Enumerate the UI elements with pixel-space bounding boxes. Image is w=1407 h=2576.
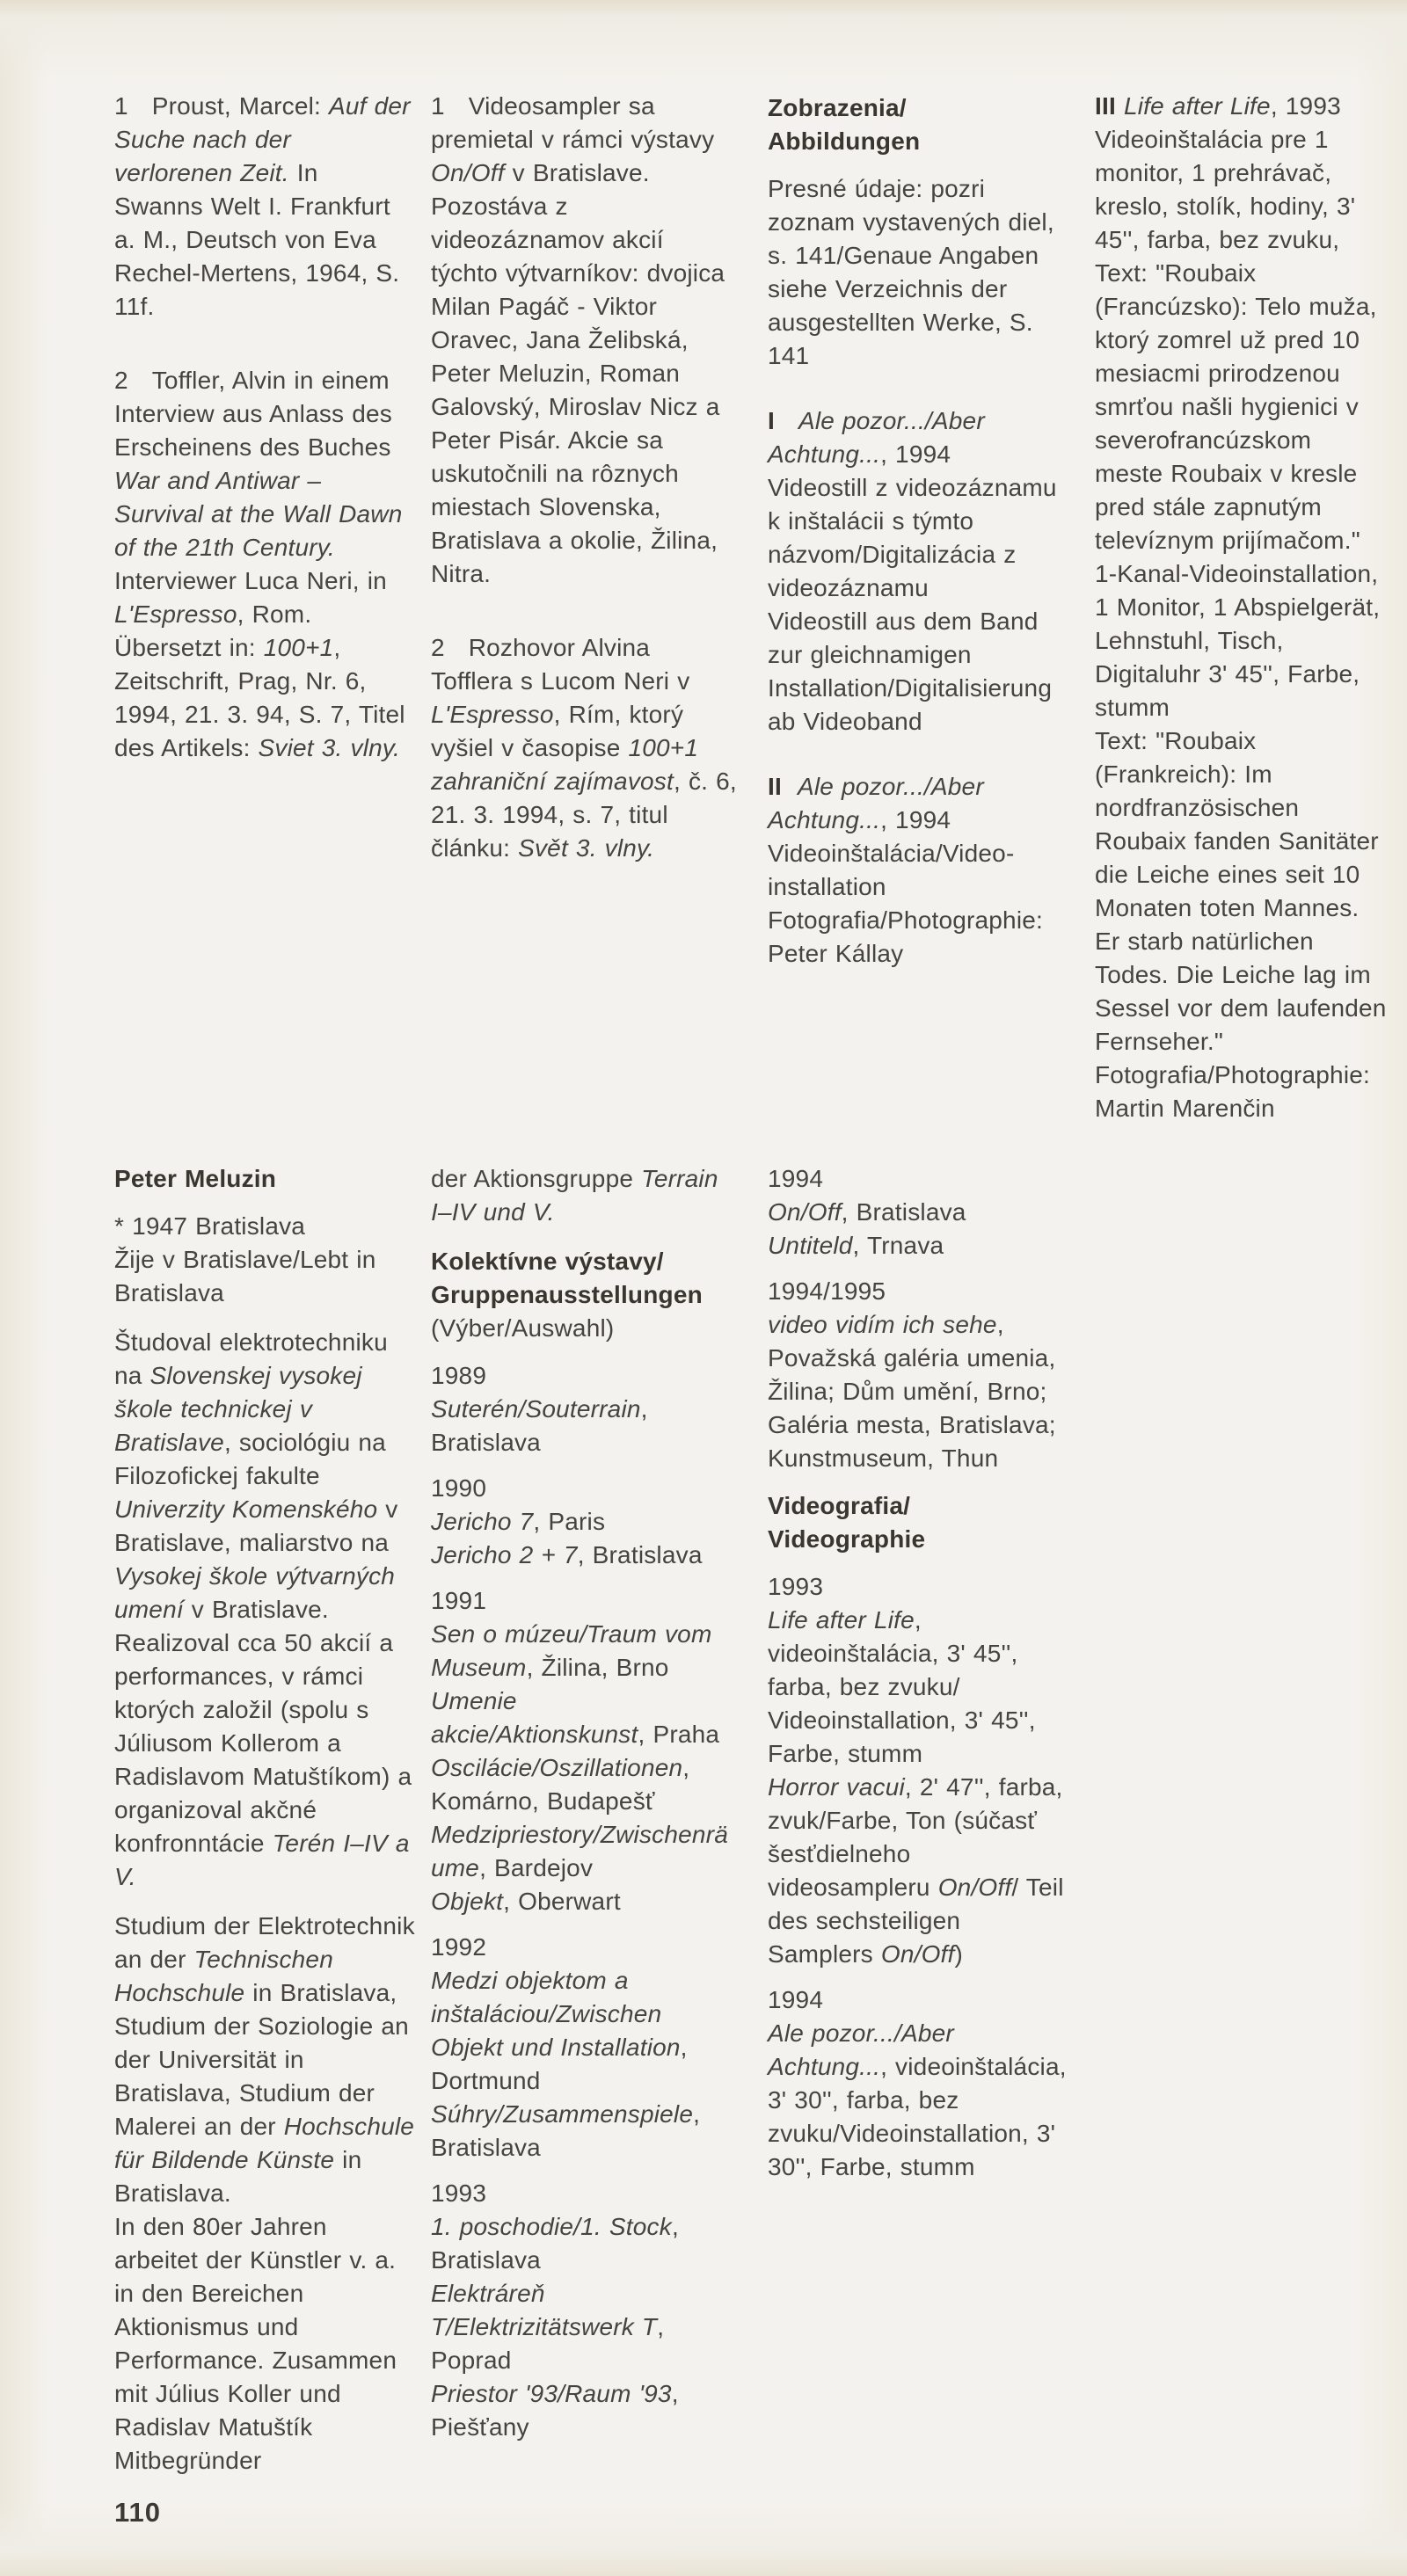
footnotes-slovak-column xyxy=(431,90,737,906)
figure-i xyxy=(768,404,1065,739)
italic-text-run: 100+1 xyxy=(263,634,334,661)
italic-text-run: Slovenskej vysokej škole technickej v Bratislave xyxy=(114,1362,362,1456)
text-run: Videosampler sa premietal v rámci výstavy xyxy=(431,92,715,153)
text-run: 1993 xyxy=(768,1573,824,1600)
italic-text-run: Sen o múzeu/Traum vom Museum xyxy=(431,1620,712,1681)
italic-text-run: Medzipriestory/Zwischenräume xyxy=(431,1821,728,1881)
text-run: Studium der Elektrotechnik an der xyxy=(114,1912,415,1973)
italic-text-run: Oscilácie/Oszillationen xyxy=(431,1754,683,1781)
text-run xyxy=(1116,92,1124,120)
text-run: , Bratislava xyxy=(577,1541,703,1568)
text-run: , videoinštalácia, 3' 30'', farba, bez zvuku/Videoinstallation, 3' 30'', Farbe, stumm xyxy=(768,2053,1067,2180)
text-run: Žije v Bratislave/Lebt in Bratislava xyxy=(114,1246,376,1306)
text-run: , Oberwart xyxy=(503,1888,621,1915)
text-run: 2 xyxy=(431,634,469,661)
bold-text-run: II xyxy=(768,773,782,800)
italic-text-run: Terrain I–IV und V. xyxy=(431,1165,718,1226)
text-run: 1989 xyxy=(431,1362,487,1389)
videography-1993 xyxy=(768,1570,1068,1971)
text-run: Videoinštalácia pre 1 monitor, 1 prehrávač, kreslo, stolík, hodiny, 3' 45'', farba, bez zvuku, Text: "Roubaix (Francúzsko): Telo muža, ktorý zomrel už pred 10 mesiacmi prirodzenou smrťou našli hygienici v severofrancúzskom meste Roubaix v kresle pred stále zapnutým televíznym prijímačom." xyxy=(1095,126,1377,554)
text-run: Interviewer Luca Neri, in xyxy=(114,567,387,594)
text-run: , 1994 xyxy=(880,806,951,833)
text-run: v Bratislave. xyxy=(183,1596,329,1623)
text-run: Videostill aus dem Band zur gleichnamigen Installation/Digitalisierung ab Videoband xyxy=(768,608,1053,735)
text-run: , Rom. Übersetzt in: xyxy=(114,600,312,661)
italic-text-run: On/Off xyxy=(768,1198,842,1226)
bold-text-run: Videographie xyxy=(768,1525,926,1553)
italic-text-run: 100+1 zahraniční zajímavost xyxy=(431,734,699,795)
footnote-2-slovak xyxy=(431,631,737,865)
italic-text-run: On/Off xyxy=(880,1940,955,1968)
text-run: 1 xyxy=(114,92,152,120)
bold-text-run: Kolektívne výstavy/ xyxy=(431,1248,664,1275)
text-run: 1994 xyxy=(768,1986,824,2013)
text-run: v Bratislave. Pozostáva z videozáznamov akcií týchto výtvarníkov: dvojica Milan Pagáč - Viktor Oravec, Jana Želibská, Peter Meluzin, Roman Galovský, Miroslav Nicz a Peter Pisár. Akcie sa uskutočnili na rôznych miestach Slovenska, Bratislava a okolie, Žilina, Nitra. xyxy=(431,159,725,587)
text-run: , Bratislava xyxy=(431,1395,648,1456)
italic-text-run: Elektráreň T/Elektrizitätswerk T xyxy=(431,2280,658,2340)
italic-text-run: Terén I–IV a V. xyxy=(114,1830,410,1890)
text-run: Videostill z videozáznamu k inštalácii s týmto názvom/Digitalizácia z videozáznamu xyxy=(768,474,1057,601)
page-number: 110 xyxy=(114,2497,162,2528)
italic-text-run: On/Off xyxy=(937,1874,1012,1901)
text-run: , Paris xyxy=(533,1508,606,1535)
text-run: , sociológiu na Filozofickej fakulte xyxy=(114,1429,386,1489)
italic-text-run: War and Antiwar – Survival at the Wall Dawn of the 21th Century. xyxy=(114,467,403,561)
text-run: , Praha xyxy=(638,1721,720,1748)
italic-text-run: Ale pozor.../Aber Achtung... xyxy=(768,773,984,833)
text-run: Presné údaje: pozri zoznam vystavených diel, s. 141/Genaue Angaben siehe Verzeichnis der ausgestellten Werke, S. 141 xyxy=(768,175,1054,369)
figure-iii-column xyxy=(1095,90,1387,1157)
videography-1994 xyxy=(768,1983,1068,2184)
footnotes-german-column xyxy=(114,90,412,805)
text-run: v Bratislave, maliarstvo na xyxy=(114,1495,398,1556)
text-run: 1992 xyxy=(431,1933,487,1961)
bold-text-run: Abbildungen xyxy=(768,127,921,155)
text-run: , Poprad xyxy=(431,2313,665,2374)
italic-text-run: Univerzity Komenského xyxy=(114,1495,378,1523)
text-run: Rozhovor Alvina Tofflera s Lucom Neri v xyxy=(431,634,690,695)
text-run: / Teil des sechsteiligen Samplers xyxy=(768,1874,1064,1968)
exhibitions-1989 xyxy=(431,1359,737,1459)
italic-text-run: video vidím ich sehe xyxy=(768,1311,997,1338)
bio-german xyxy=(114,1910,415,2478)
text-run xyxy=(782,773,798,800)
italic-text-run: Hochschule für Bildende Künste xyxy=(114,2113,415,2173)
italic-text-run: Auf der Suche nach der verlorenen Zeit. xyxy=(114,92,411,186)
text-run: 1994 xyxy=(768,1165,824,1192)
bold-text-run: III xyxy=(1095,92,1116,120)
text-run: Študoval elektrotechniku na xyxy=(114,1328,388,1389)
artist-bio-column xyxy=(114,1162,415,2493)
text-run xyxy=(775,407,798,434)
videography-heading xyxy=(768,1489,1068,1556)
text-run: 1994/1995 xyxy=(768,1277,886,1305)
italic-text-run: Vysokej škole výtvarných umení xyxy=(114,1562,396,1623)
italic-text-run: Jericho 7 xyxy=(431,1508,534,1535)
figure-ii xyxy=(768,770,1065,971)
group-exhibitions-column xyxy=(431,1162,737,2456)
figures-list-column xyxy=(768,91,1065,1002)
footnote-1-slovak xyxy=(431,90,737,591)
footnote-1-german xyxy=(114,90,412,324)
exhibitions-1991 xyxy=(431,1584,737,1918)
text-run: , 1994 xyxy=(880,440,951,468)
text-run: (Výber/Auswahl) xyxy=(431,1314,615,1342)
italic-text-run: L'Espresso xyxy=(114,600,237,628)
italic-text-run: Objekt xyxy=(431,1888,504,1915)
text-run: , Zeitschrift, Prag, Nr. 6, 1994, 21. 3. 94, S. 7, Titel des Artikels: xyxy=(114,634,405,761)
bold-text-run: I xyxy=(768,407,775,434)
bio-birth xyxy=(114,1210,415,1310)
bold-text-run: Zobrazenia/ xyxy=(768,94,907,121)
text-run: 1993 xyxy=(431,2179,487,2207)
italic-text-run: On/Off xyxy=(431,159,505,186)
italic-text-run: Life after Life xyxy=(1123,92,1271,120)
italic-text-run: Ale pozor.../Aber Achtung... xyxy=(768,407,985,468)
italic-text-run: Ale pozor.../Aber Achtung... xyxy=(768,2019,954,2080)
text-run: 1990 xyxy=(431,1474,487,1502)
figures-heading xyxy=(768,91,1065,158)
text-run: in Bratislava. xyxy=(114,2146,362,2207)
italic-text-run: Priestor '93/Raum '93 xyxy=(431,2380,672,2407)
italic-text-run: Svět 3. vlny. xyxy=(518,834,655,862)
bio-continuation xyxy=(431,1162,737,1229)
italic-text-run: 1. poschodie/1. Stock xyxy=(431,2213,672,2240)
text-run: , Rím, ktorý vyšiel v časopise xyxy=(431,701,684,761)
text-run: Realizoval cca 50 akcií a performances, v rámci ktorých založil (spolu s Júliusom Kollerom a Radislavom Matuštíkom) a organizoval akčné konfronntácie xyxy=(114,1629,412,1857)
text-run: ) xyxy=(954,1940,964,1968)
text-run: , 1993 xyxy=(1270,92,1341,120)
text-run: 1-Kanal-Videoinstallation, 1 Monitor, 1 Abspielgerät, Lehnstuhl, Tisch, Digitaluhr 3' 45'', Farbe, stumm xyxy=(1095,560,1381,721)
text-run: In Swanns Welt I. Frankfurt a. M., Deutsch von Eva Rechel-Mertens, 1964, S. 11f. xyxy=(114,159,400,320)
italic-text-run: Life after Life xyxy=(768,1606,915,1634)
text-run: , Považská galéria umenia, Žilina; Dům umění, Brno; Galéria mesta, Bratislava; Kunstmuseum, Thun xyxy=(768,1311,1056,1472)
italic-text-run: Jericho 2 + 7 xyxy=(431,1541,578,1568)
footnote-2-german xyxy=(114,364,412,765)
text-run: Text: "Roubaix (Frankreich): Im nordfranzösischen Roubaix fanden Sanitäter die Leiche eines seit 10 Monaten toten Mannes. Er starb natürlichen Todes. Die Leiche lag im Sessel vor dem laufenden Fernseher." xyxy=(1095,727,1387,1055)
text-run: , Bratislava xyxy=(431,2213,679,2274)
text-run: , Žilina, Brno xyxy=(526,1654,669,1681)
italic-text-run: Umenie akcie/Aktionskunst xyxy=(431,1687,638,1748)
italic-text-run: Suterén/Souterrain xyxy=(431,1395,641,1423)
text-run: in Bratislava, Studium der Soziologie an der Universität in Bratislava, Studium der Malerei an der xyxy=(114,1979,409,2140)
group-exhibitions-heading xyxy=(431,1245,737,1345)
exhibitions-1993 xyxy=(431,2177,737,2444)
text-run: , videoinštalácia, 3' 45'', farba, bez zvuku/ Videoinstallation, 3' 45'', Farbe, stumm xyxy=(768,1606,1036,1767)
text-run: Fotografia/Photographie: Martin Marenčin xyxy=(1095,1061,1371,1122)
text-run: , Bratislava xyxy=(841,1198,966,1226)
bold-text-run: Peter Meluzin xyxy=(114,1165,277,1192)
italic-text-run: Untiteld xyxy=(768,1232,853,1259)
text-run: , 2' 47'', farba, zvuk/Farbe, Ton (súčasť šesťdielneho videosampleru xyxy=(768,1773,1063,1901)
text-run: Toffler, Alvin in einem Interview aus Anlass des Erscheinens des Buches xyxy=(114,367,392,461)
artist-name-heading xyxy=(114,1162,415,1196)
text-run: * 1947 Bratislava xyxy=(114,1212,306,1240)
text-run: , Bardejov xyxy=(479,1854,594,1881)
exhibitions-1994 xyxy=(768,1162,1068,1263)
italic-text-run: Horror vacui xyxy=(768,1773,905,1801)
exhibitions-1994-1995 xyxy=(768,1275,1068,1475)
text-run: , Bratislava xyxy=(431,2100,701,2161)
text-run: 2 xyxy=(114,367,152,394)
italic-text-run: Medzi objektom a inštaláciou/Zwischen Objekt und Installation xyxy=(431,1967,681,2061)
text-run: , Komárno, Budapešť xyxy=(431,1754,690,1815)
text-run: der Aktionsgruppe xyxy=(431,1165,642,1192)
italic-text-run: Technischen Hochschule xyxy=(114,1946,333,2006)
exhibitions-1992 xyxy=(431,1931,737,2165)
text-run: 1991 xyxy=(431,1587,487,1614)
text-run: , Dortmund xyxy=(431,2034,688,2094)
text-run: Fotografia/Photographie: Peter Kállay xyxy=(768,906,1044,967)
text-run: , Trnava xyxy=(852,1232,944,1259)
figures-note xyxy=(768,172,1065,373)
text-run: Proust, Marcel: xyxy=(151,92,329,120)
bold-text-run: Gruppenausstellungen xyxy=(431,1281,703,1308)
figure-iii xyxy=(1095,90,1387,1125)
text-run: In den 80er Jahren arbeitet der Künstler v. a. in den Bereichen Aktionismus und Performance. Zusammen mit Július Koller und Radislav Matuštík Mitbegründer xyxy=(114,2213,397,2474)
italic-text-run: Sviet 3. vlny. xyxy=(258,734,400,761)
text-run: 1 xyxy=(431,92,469,120)
text-run: Videoinštalácia/Videoinstallation xyxy=(768,840,1015,900)
text-run: , Piešťany xyxy=(431,2380,679,2441)
italic-text-run: Súhry/Zusammenspiele xyxy=(431,2100,694,2128)
bold-text-run: Videografia/ xyxy=(768,1492,911,1519)
videography-column xyxy=(768,1162,1068,2196)
italic-text-run: L'Espresso xyxy=(431,701,554,728)
bio-slovak xyxy=(114,1326,415,1894)
exhibitions-1990 xyxy=(431,1472,737,1572)
text-run: , č. 6, 21. 3. 1994, s. 7, titul článku: xyxy=(431,768,737,862)
